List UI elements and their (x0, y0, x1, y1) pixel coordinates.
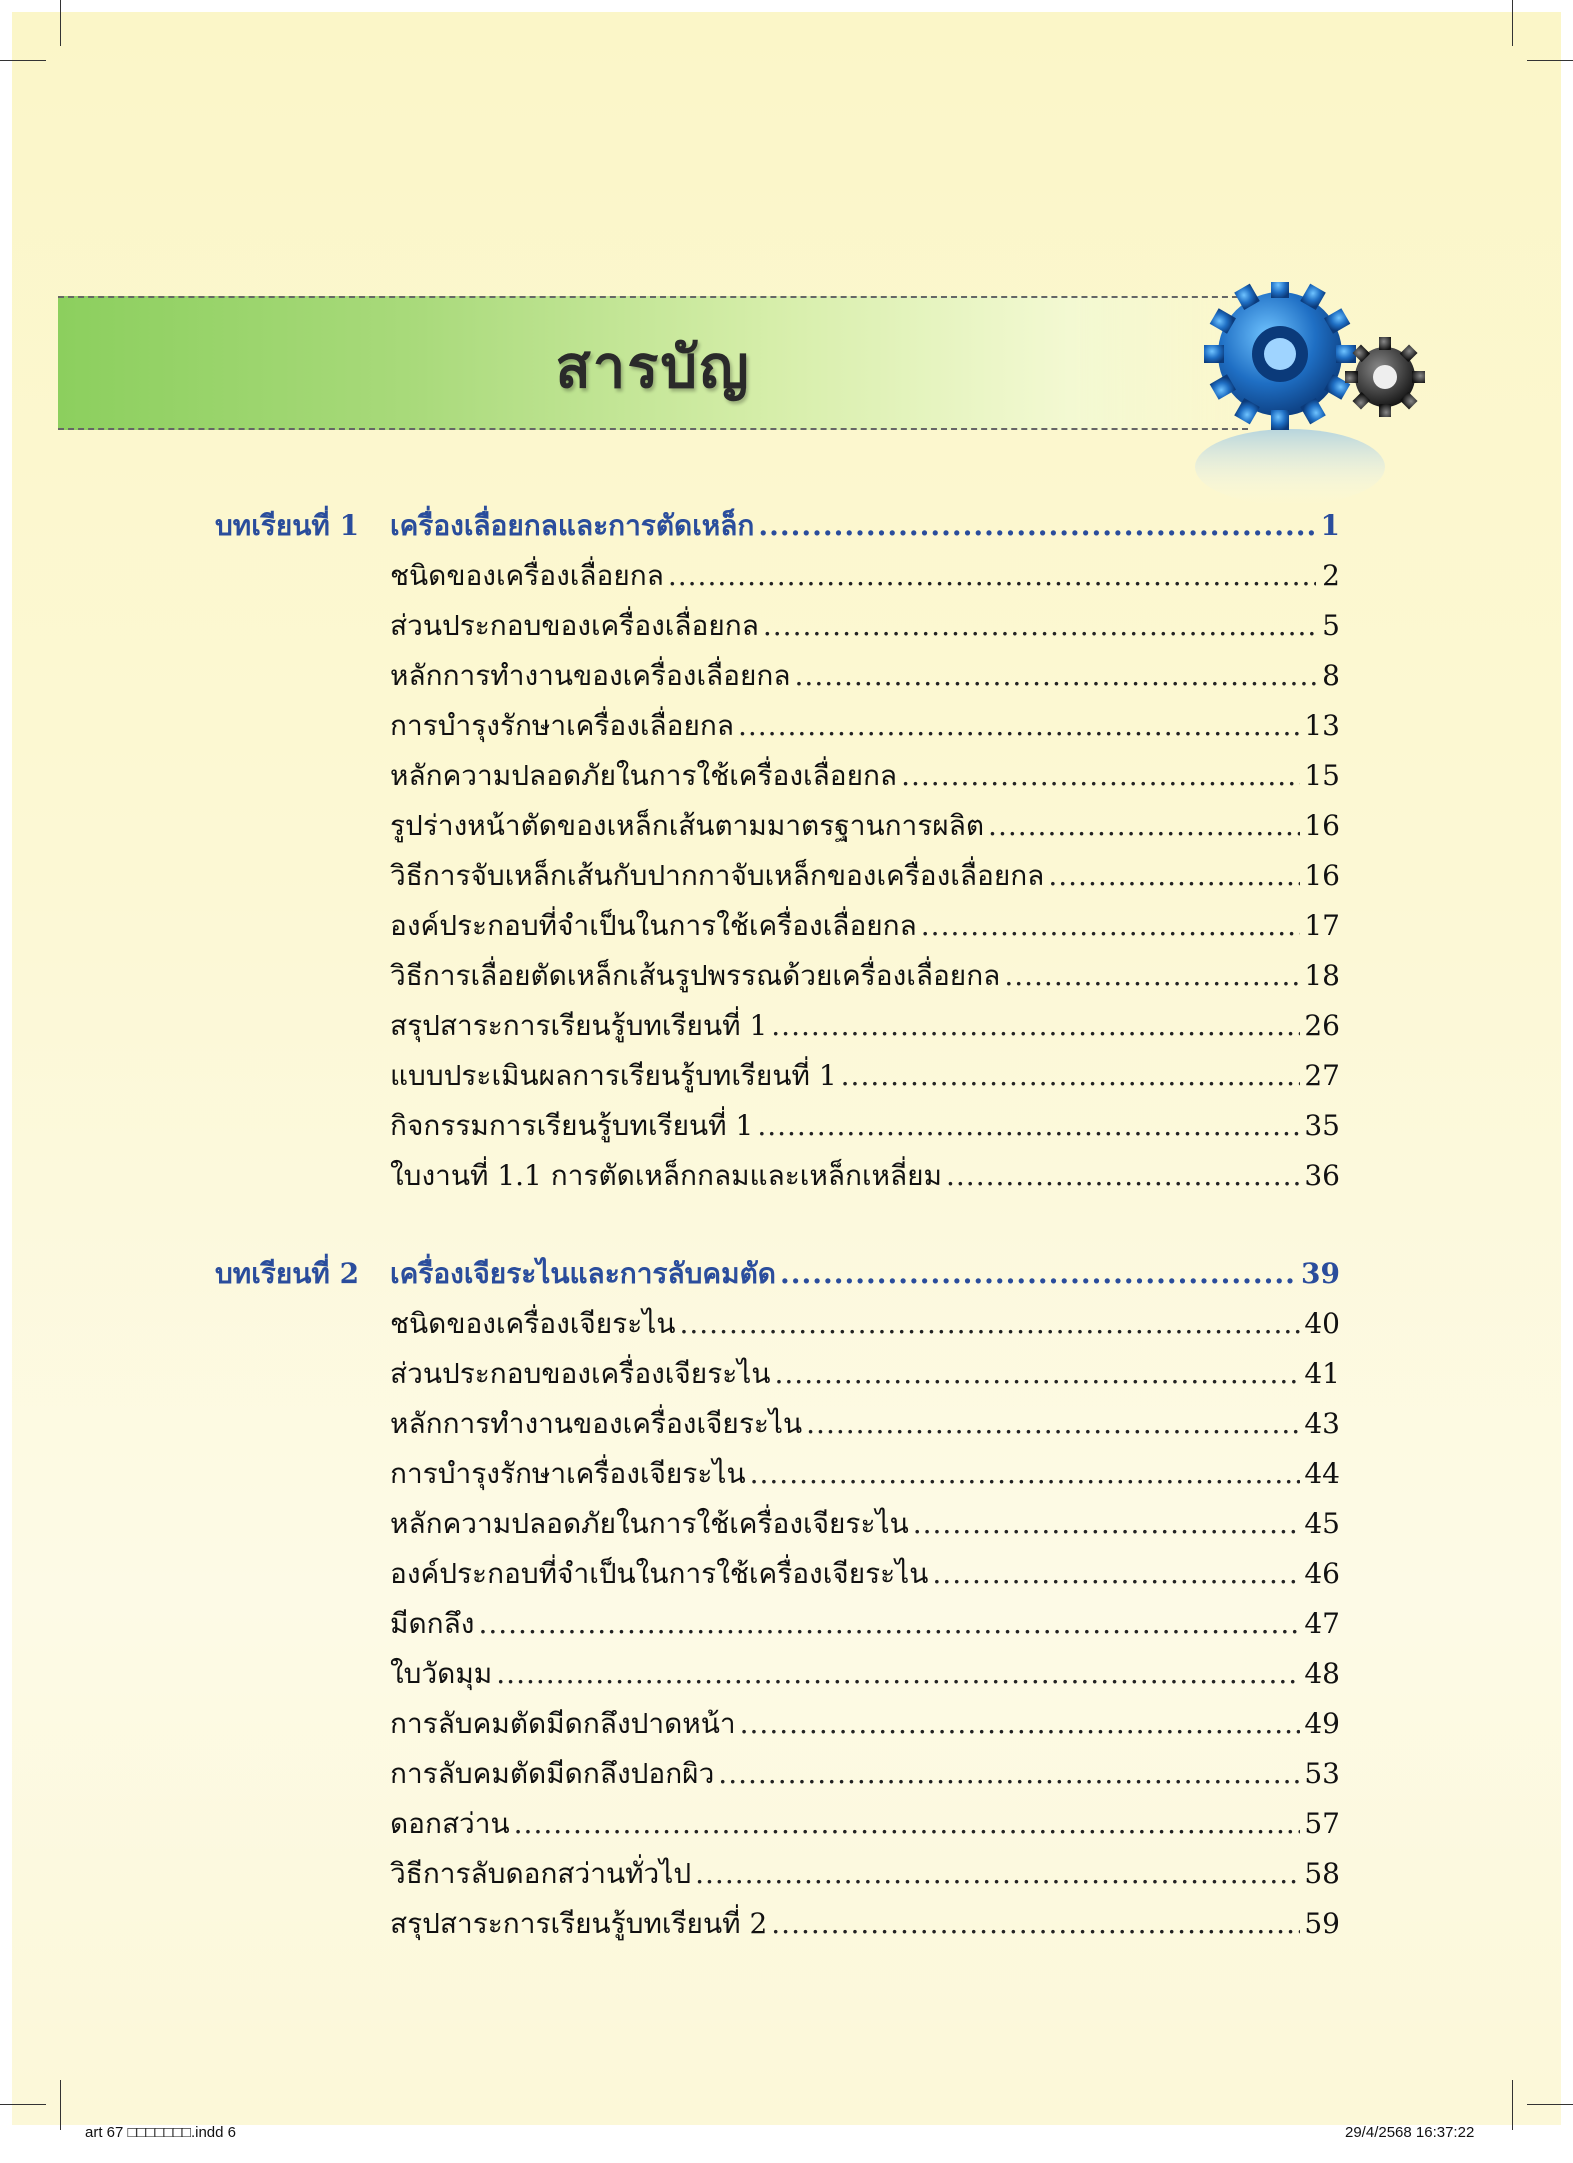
toc-item[interactable] (390, 1452, 1340, 1496)
toc-item[interactable] (390, 904, 1340, 948)
chapter-label: บทเรียนที่ 2 (215, 1257, 360, 1290)
leader-dots (1004, 959, 1300, 992)
page-number: 27 (1304, 1059, 1340, 1092)
toc-item-text: หลักความปลอดภัยในการใช้เครื่องเจียระไน (390, 1507, 909, 1540)
page-number: 45 (1304, 1507, 1340, 1540)
page-number: 58 (1304, 1857, 1340, 1890)
toc-item[interactable] (390, 1702, 1340, 1746)
toc-item[interactable] (390, 1004, 1340, 1048)
toc-item-text: กิจกรรมการเรียนรู้บทเรียนที่ 1 (390, 1109, 754, 1142)
toc-item[interactable] (390, 654, 1340, 698)
page-number: 26 (1304, 1009, 1340, 1042)
toc-item[interactable] (390, 954, 1340, 998)
toc-item[interactable] (390, 754, 1340, 798)
toc-item[interactable] (390, 804, 1340, 848)
toc-item-text: หลักการทำงานของเครื่องเลื่อยกล (390, 659, 791, 692)
toc-item[interactable] (390, 604, 1340, 648)
leader-dots (757, 1109, 1300, 1142)
page-number: 49 (1304, 1707, 1340, 1740)
leader-dots (771, 1009, 1300, 1042)
toc-item-text: สรุปสาระการเรียนรู้บทเรียนที่ 1 (390, 1009, 768, 1042)
toc-item-text: ใบวัดมุม (390, 1657, 493, 1690)
footer-file-info: art 67 □□□□□□□.indd 6 (85, 2124, 236, 2141)
page-number: 59 (1304, 1907, 1340, 1940)
toc-item-text: แบบประเมินผลการเรียนรู้บทเรียนที่ 1 (390, 1059, 837, 1092)
crop-mark (1512, 2080, 1513, 2130)
page-number: 57 (1304, 1807, 1340, 1840)
gears-icon (1180, 282, 1450, 512)
toc-item[interactable] (390, 1402, 1340, 1446)
toc-item-text: ใบงานที่ 1.1 การตัดเหล็กกลมและเหล็กเหลี่ยม (390, 1159, 942, 1192)
leader-dots (988, 809, 1300, 842)
toc-item[interactable] (390, 1902, 1340, 1946)
chapter-title: เครื่องเจียระไนและการลับคมตัด (390, 1257, 776, 1290)
toc-item-text: ดอกสว่าน (390, 1807, 510, 1840)
chapter-title: เครื่องเลื่อยกลและการตัดเหล็ก (390, 509, 755, 542)
toc-item-text: วิธีการเลื่อยตัดเหล็กเส้นรูปพรรณด้วยเครื่องเลื่อยกล (390, 959, 1001, 992)
page-number: 17 (1304, 909, 1340, 942)
crop-mark (60, 2080, 61, 2130)
chapter-row[interactable] (390, 504, 1340, 548)
page-title: สารบัญ (555, 333, 751, 401)
toc-item[interactable] (390, 854, 1340, 898)
crop-mark (0, 2104, 46, 2105)
page-number: 16 (1304, 809, 1340, 842)
toc-item-text: องค์ประกอบที่จำเป็นในการใช้เครื่องเจียระไน (390, 1557, 929, 1590)
toc-item[interactable] (390, 1154, 1340, 1198)
leader-dots (679, 1307, 1300, 1340)
leader-dots (771, 1907, 1300, 1940)
toc-item[interactable] (390, 1602, 1340, 1646)
page-number: 2 (1322, 559, 1340, 592)
toc-item-text: รูปร่างหน้าตัดของเหล็กเส้นตามมาตรฐานการผลิต (390, 809, 985, 842)
page-number: 8 (1322, 659, 1340, 692)
leader-dots (932, 1557, 1300, 1590)
page-number: 18 (1304, 959, 1340, 992)
chapter-label: บทเรียนที่ 1 (215, 509, 360, 542)
page-number: 53 (1304, 1757, 1340, 1790)
toc-item[interactable] (390, 1054, 1340, 1098)
leader-dots (913, 1507, 1301, 1540)
page-number: 35 (1304, 1109, 1340, 1142)
toc-item-text: การลับคมตัดมีดกลึงปอกผิว (390, 1757, 715, 1790)
leader-dots (496, 1657, 1300, 1690)
toc-item-text: ชนิดของเครื่องเจียระไน (390, 1307, 676, 1340)
leader-dots (668, 559, 1316, 592)
leader-dots (806, 1407, 1300, 1440)
crop-mark (1527, 2104, 1573, 2105)
toc-item-text: ส่วนประกอบของเครื่องเลื่อยกล (390, 609, 759, 642)
page-number: 40 (1304, 1307, 1340, 1340)
toc-item[interactable] (390, 1104, 1340, 1148)
leader-dots (514, 1807, 1301, 1840)
toc-item-text: ส่วนประกอบของเครื่องเจียระไน (390, 1357, 771, 1390)
toc-item[interactable] (390, 1852, 1340, 1896)
title-banner (58, 296, 1248, 430)
page-number: 44 (1304, 1457, 1340, 1490)
page-number: 39 (1301, 1257, 1340, 1290)
page-number: 43 (1304, 1407, 1340, 1440)
toc-item[interactable] (390, 554, 1340, 598)
page-number: 47 (1304, 1607, 1340, 1640)
crop-mark (0, 60, 46, 61)
leader-dots (738, 709, 1300, 742)
leader-dots (780, 1257, 1297, 1290)
leader-dots (763, 609, 1316, 642)
leader-dots (921, 909, 1301, 942)
leader-dots (946, 1159, 1300, 1192)
leader-dots (758, 509, 1316, 542)
leader-dots (901, 759, 1300, 792)
toc-item-text: การบำรุงรักษาเครื่องเจียระไน (390, 1457, 746, 1490)
page-number: 46 (1304, 1557, 1340, 1590)
crop-mark (1512, 0, 1513, 46)
leader-dots (750, 1457, 1301, 1490)
page-number: 13 (1304, 709, 1340, 742)
toc-item[interactable] (390, 1302, 1340, 1346)
toc-item-text: วิธีการจับเหล็กเส้นกับปากกาจับเหล็กของเครื่องเลื่อยกล (390, 859, 1045, 892)
footer-timestamp: 29/4/2568 16:37:22 (1345, 2124, 1475, 2141)
page-number: 5 (1322, 609, 1340, 642)
crop-mark (1527, 60, 1573, 61)
leader-dots (1048, 859, 1300, 892)
page-number: 1 (1320, 509, 1340, 542)
toc-item-text: หลักความปลอดภัยในการใช้เครื่องเลื่อยกล (390, 759, 898, 792)
leader-dots (841, 1059, 1301, 1092)
toc-item[interactable] (390, 1752, 1340, 1796)
toc-item[interactable] (390, 704, 1340, 748)
toc-item[interactable] (390, 1352, 1340, 1396)
leader-dots (695, 1857, 1300, 1890)
toc-item[interactable] (390, 1502, 1340, 1546)
toc-item[interactable] (390, 1802, 1340, 1846)
toc-item[interactable] (390, 1552, 1340, 1596)
toc-item[interactable] (390, 1652, 1340, 1696)
toc-item-text: หลักการทำงานของเครื่องเจียระไน (390, 1407, 803, 1440)
chapter-row[interactable] (390, 1252, 1340, 1296)
toc-item-text: การบำรุงรักษาเครื่องเลื่อยกล (390, 709, 734, 742)
page-number: 15 (1304, 759, 1340, 792)
leader-dots (775, 1357, 1301, 1390)
page-number: 41 (1304, 1357, 1340, 1390)
leader-dots (478, 1607, 1300, 1640)
toc-item-text: ชนิดของเครื่องเลื่อยกล (390, 559, 664, 592)
page-number: 36 (1304, 1159, 1340, 1192)
leader-dots (718, 1757, 1300, 1790)
leader-dots (740, 1707, 1301, 1740)
crop-mark (60, 0, 61, 46)
leader-dots (795, 659, 1316, 692)
toc-item-text: องค์ประกอบที่จำเป็นในการใช้เครื่องเลื่อยกล (390, 909, 917, 942)
toc-item-text: การลับคมตัดมีดกลึงปาดหน้า (390, 1707, 736, 1740)
toc-item-text: สรุปสาระการเรียนรู้บทเรียนที่ 2 (390, 1907, 768, 1940)
page-number: 16 (1304, 859, 1340, 892)
toc-item-text: มีดกลึง (390, 1607, 475, 1640)
toc-item-text: วิธีการลับดอกสว่านทั่วไป (390, 1857, 692, 1890)
page-number: 48 (1304, 1657, 1340, 1690)
